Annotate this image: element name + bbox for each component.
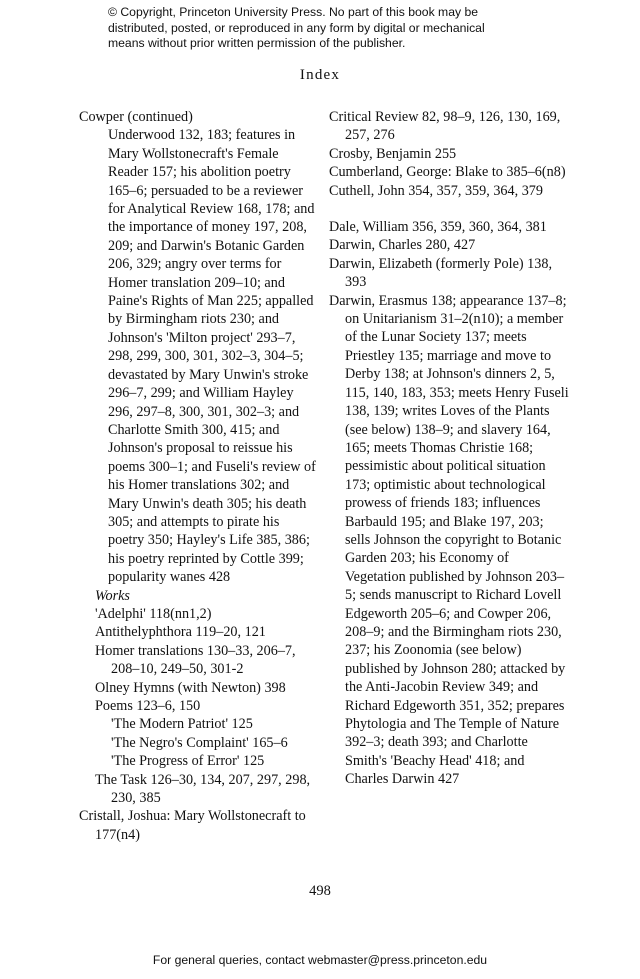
works-label: Works [95, 587, 130, 604]
work-subitem: 'The Progress of Error' 125 [111, 753, 265, 770]
index-entry: Cristall, Joshua: Mary Wollstonecraft to 177(n4) [79, 808, 306, 843]
index-entry: Darwin, Erasmus 138; appearance 137–8; on Unitarianism 31–2(n10); a member of the Lunar Society 137; meets Priestley 135; marriage and move to Derby 138; at Johnson's dinners 2, 5, 115, 140, 183, 353; meets Henry Fuseli 138, 139; writes Loves of the Plants (see below) 138–9; and slavery 164, 165; meets Thomas Christie 168; pessimistic about political situation 173; optimistic about technological prowess of friends 183; influences Barbauld 195; and Blake 197, 203; sells Johnson the copyright to Botanic Garden 203; his Economy of Vegetation published by Johnson 203–5; sends manuscript to Richard Lovell Edgeworth 205–6; and Cowper 206, 208–9; and the Birmingham riots 230, 237; his Zoonomia (see below) published by Johnson 280; attacked by the Anti-Jacobin Review 349; and Richard Edgeworth 351, 352; prepares Phytologia and The Temple of Nature 392–3; death 393; and Charlotte Smith's 'Beachy Head' 418; and Charles Darwin 427 [329, 292, 569, 788]
index-entry: Dale, William 356, 359, 360, 364, 381 [329, 219, 547, 236]
index-entry: Crosby, Benjamin 255 [329, 145, 457, 162]
work-item: Homer translations 130–33, 206–7, 208–10, 249–50, 301-2 [95, 642, 296, 678]
work-item: Olney Hymns (with Newton) 398 [95, 679, 286, 696]
copyright-line: © Copyright, Princeton University Press. No part of this book may be [108, 5, 479, 19]
work-subitem: 'The Negro's Complaint' 165–6 [111, 734, 288, 751]
work-item: Poems 123–6, 150 [95, 698, 201, 714]
copyright-notice [108, 5, 528, 52]
work-subitem: 'The Modern Patriot' 125 [111, 716, 253, 733]
index-entry-heading: Cowper (continued) [79, 109, 193, 125]
index-entry: Cuthell, John 354, 357, 359, 364, 379 [329, 182, 543, 199]
index-column-left [79, 108, 319, 844]
running-head: Index [299, 67, 341, 83]
copyright-line: means without prior written permission of the publisher. [108, 36, 406, 50]
copyright-line: distributed, posted, or reproduced in any form by digital or mechanical [108, 20, 485, 35]
index-column-right [329, 108, 569, 789]
index-entry-body: Underwood 132, 183; features in Mary Wollstonecraft's Female Reader 157; his abolition poetry 165–6; persuaded to be a reviewer for Analytical Review 168, 178; and the importance of money 197, 208, 209; and Darwin's Botanic Garden 206, 329; angry over terms for Homer translation 209–10; and Paine's Rights of Man 225; appalled by Birmingham riots 230; and Johnson's 'Milton project' 293–7, 298, 299, 300, 301, 302–3, 304–5; devastated by Mary Unwin's stroke 296–7, 299; and William Hayley 296, 297–8, 300, 301, 302–3; and Charlotte Smith 300, 415; and Johnson's proposal to reissue his poems 300–1; and Fuseli's review of his Homer translations 302; and Mary Unwin's death 305; his death 305; and attempts to pirate his poetry 350; Hayley's Life 385, 386; his poetry reprinted by Cottle 399; popularity wanes 428 [108, 127, 316, 586]
work-item: 'Adelphi' 118(nn1,2) [95, 605, 212, 622]
page-number: 498 [309, 883, 331, 899]
index-entry: Critical Review 82, 98–9, 126, 130, 169, 257, 276 [329, 109, 561, 144]
work-item: The Task 126–30, 134, 207, 297, 298, 230, 385 [95, 771, 311, 807]
footer-contact: For general queries, contact webmaster@press.princeton.edu [152, 953, 488, 967]
work-item: Antithelyphthora 119–20, 121 [95, 624, 266, 641]
index-entry: Darwin, Elizabeth (formerly Pole) 138, 393 [329, 255, 552, 291]
index-entry: Darwin, Charles 280, 427 [329, 237, 476, 254]
index-entry: Cumberland, George: Blake to 385–6(n8) [329, 164, 566, 181]
